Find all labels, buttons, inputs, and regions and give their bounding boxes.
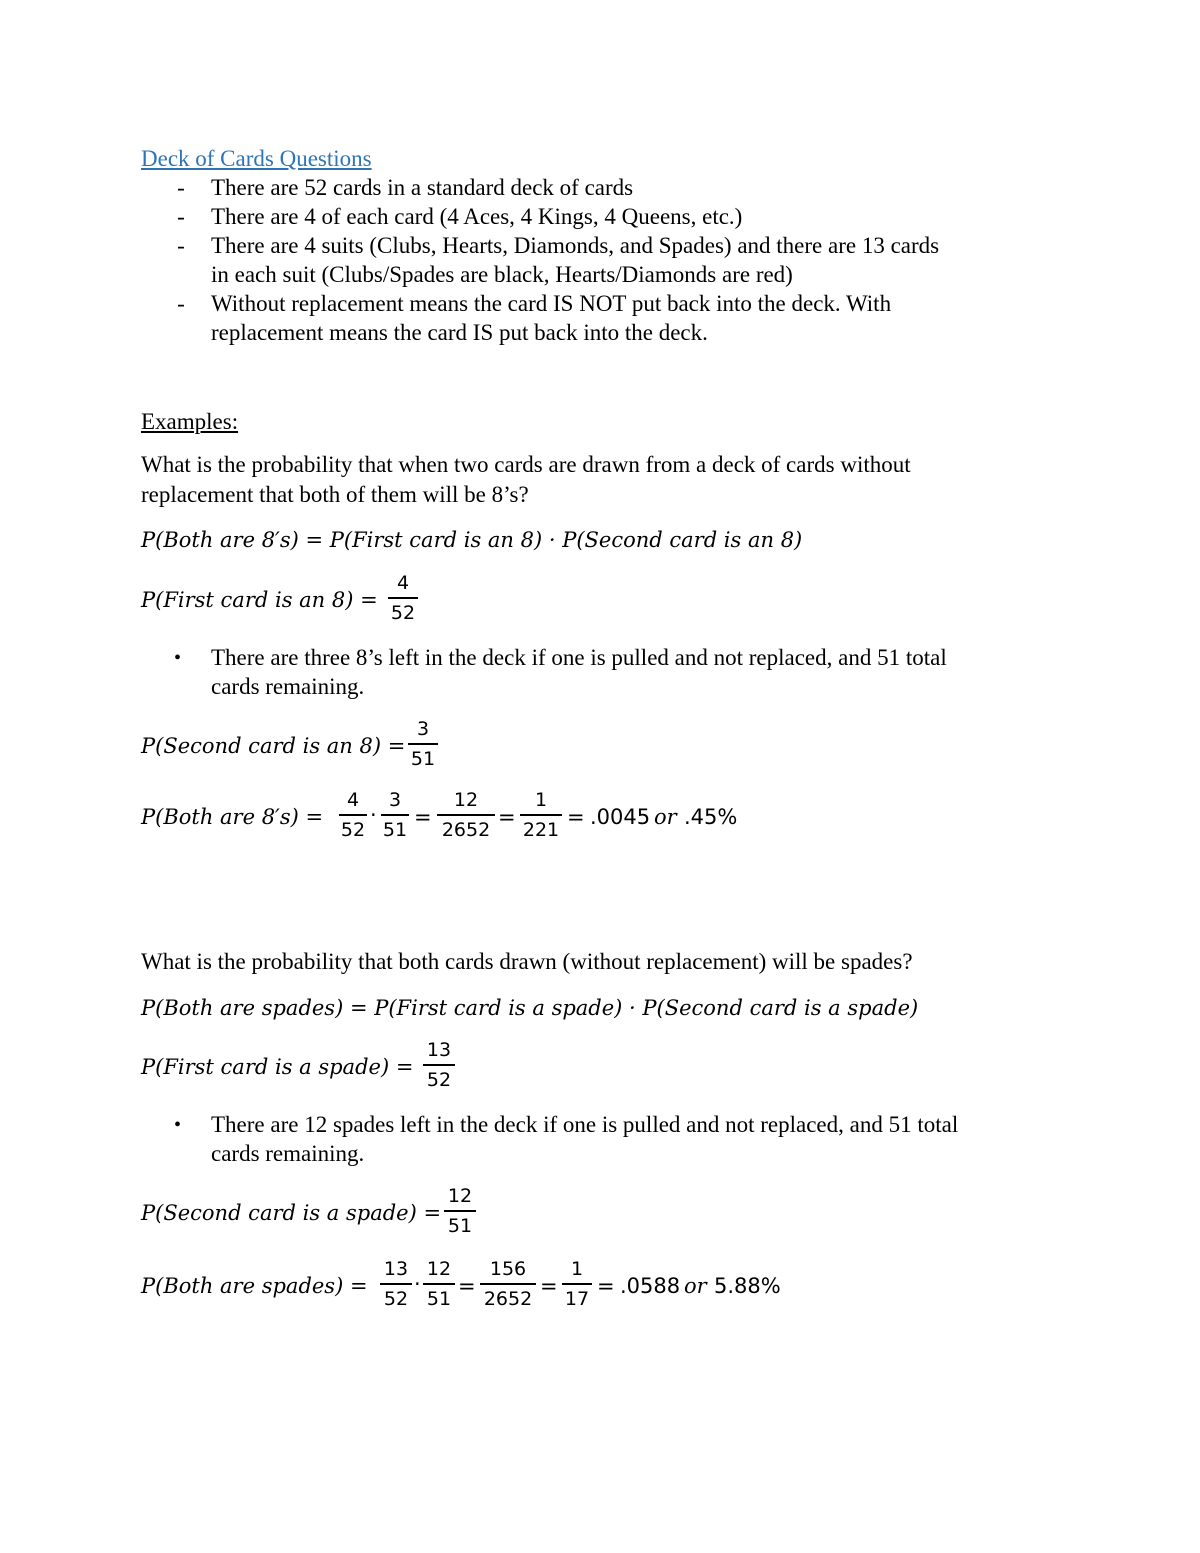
fraction-denominator: 52 xyxy=(390,602,416,624)
fact-line: There are 4 of each card (4 Aces, 4 Kings, 4 Queens, etc.) xyxy=(211,204,743,229)
example1-equation-first-lhs: P(First card is an 8) = xyxy=(141,588,378,612)
example2-fraction-second xyxy=(444,1185,476,1237)
examples-heading: Examples: xyxy=(141,409,239,434)
fraction-denominator: 51 xyxy=(410,748,436,770)
fraction-numerator: 1 xyxy=(570,1258,584,1280)
example2-fraction-c xyxy=(480,1258,536,1310)
dot-operator: · xyxy=(414,1272,421,1296)
example1-equation-main: P(Both are 8′s) = P(First card is an 8) · P(Second card is an 8) xyxy=(141,528,803,552)
fraction-denominator: 2652 xyxy=(441,819,491,841)
dot-operator: · xyxy=(370,803,377,827)
fraction-denominator: 2652 xyxy=(483,1288,533,1310)
fact-marker: - xyxy=(177,233,185,258)
fact-line: replacement means the card IS put back into the deck. xyxy=(211,320,708,345)
equals-sign: = xyxy=(414,805,432,829)
example2-question: What is the probability that both cards drawn (without replacement) will be spades? xyxy=(141,949,913,974)
example2-equation-first-lhs: P(First card is a spade) = xyxy=(141,1055,414,1079)
fraction-numerator: 12 xyxy=(453,789,479,811)
equals-sign: = xyxy=(597,1274,615,1298)
page-title: Deck of Cards Questions xyxy=(141,146,372,171)
fraction-numerator: 12 xyxy=(447,1185,473,1207)
fraction-numerator: 13 xyxy=(426,1039,452,1061)
example1-result-decimal: .0045 xyxy=(590,805,651,829)
fraction-numerator: 13 xyxy=(383,1258,409,1280)
example1-fraction-b xyxy=(381,789,409,841)
example2-fraction-first xyxy=(423,1039,455,1091)
fraction-numerator: 1 xyxy=(534,789,548,811)
equals-sign: = xyxy=(498,805,516,829)
example2-fraction-b xyxy=(423,1258,455,1310)
fraction-denominator: 52 xyxy=(426,1069,452,1091)
example2-result-percent: 5.88% xyxy=(714,1274,781,1298)
equals-sign: = xyxy=(567,805,585,829)
fraction-denominator: 221 xyxy=(522,819,560,841)
fraction-denominator: 17 xyxy=(564,1288,590,1310)
fact-line: There are 4 suits (Clubs, Hearts, Diamonds, and Spades) and there are 13 cards xyxy=(211,233,940,258)
example2-fraction-d xyxy=(562,1258,592,1310)
example1-fraction-a xyxy=(339,789,367,841)
fact-marker: - xyxy=(177,204,185,229)
fact-marker: - xyxy=(177,291,185,316)
fraction-denominator: 52 xyxy=(340,819,366,841)
fact-marker: - xyxy=(177,175,185,200)
example1-question: replacement that both of them will be 8’s? xyxy=(141,482,529,507)
example1-fraction-d xyxy=(520,789,562,841)
example1-fraction-second xyxy=(408,718,438,770)
fraction-numerator: 4 xyxy=(396,572,410,594)
example1-fraction-c xyxy=(437,789,495,841)
example2-equation-both-lhs: P(Both are spades) = xyxy=(141,1274,368,1298)
example2-result-or: or xyxy=(684,1274,707,1298)
equals-sign: = xyxy=(540,1274,558,1298)
example2-result-decimal: .0588 xyxy=(620,1274,681,1298)
fact-line: Without replacement means the card IS NOT put back into the deck. With xyxy=(211,291,892,316)
example1-equation-second-lhs: P(Second card is an 8) = xyxy=(141,734,406,758)
equals-sign: = xyxy=(458,1274,476,1298)
fraction-numerator: 3 xyxy=(416,718,430,740)
example1-result-or: or xyxy=(654,805,677,829)
fraction-denominator: 51 xyxy=(447,1215,473,1237)
example2-bullet: • xyxy=(174,1114,182,1136)
example2-note: There are 12 spades left in the deck if one is pulled and not replaced, and 51 total xyxy=(211,1112,959,1137)
example1-question: What is the probability that when two cards are drawn from a deck of cards without xyxy=(141,452,911,477)
fact-line: There are 52 cards in a standard deck of cards xyxy=(211,175,634,200)
example1-note: cards remaining. xyxy=(211,674,365,699)
example2-note: cards remaining. xyxy=(211,1141,365,1166)
fraction-numerator: 3 xyxy=(388,789,402,811)
fraction-denominator: 51 xyxy=(426,1288,452,1310)
example2-equation-second-lhs: P(Second card is a spade) = xyxy=(141,1201,442,1225)
fraction-denominator: 52 xyxy=(383,1288,409,1310)
fraction-numerator: 156 xyxy=(489,1258,527,1280)
fraction-denominator: 51 xyxy=(382,819,408,841)
example2-fraction-a xyxy=(380,1258,412,1310)
fraction-numerator: 4 xyxy=(346,789,360,811)
example1-fraction-first xyxy=(388,572,418,624)
example1-result-percent: .45% xyxy=(684,805,738,829)
fraction-numerator: 12 xyxy=(426,1258,452,1280)
example2-equation-main: P(Both are spades) = P(First card is a spade) · P(Second card is a spade) xyxy=(141,996,919,1020)
example1-note: There are three 8’s left in the deck if one is pulled and not replaced, and 51 total xyxy=(211,645,947,670)
fact-line: in each suit (Clubs/Spades are black, Hearts/Diamonds are red) xyxy=(211,262,793,287)
example1-bullet: • xyxy=(174,647,182,669)
example1-equation-both-lhs: P(Both are 8′s) = xyxy=(141,805,324,829)
